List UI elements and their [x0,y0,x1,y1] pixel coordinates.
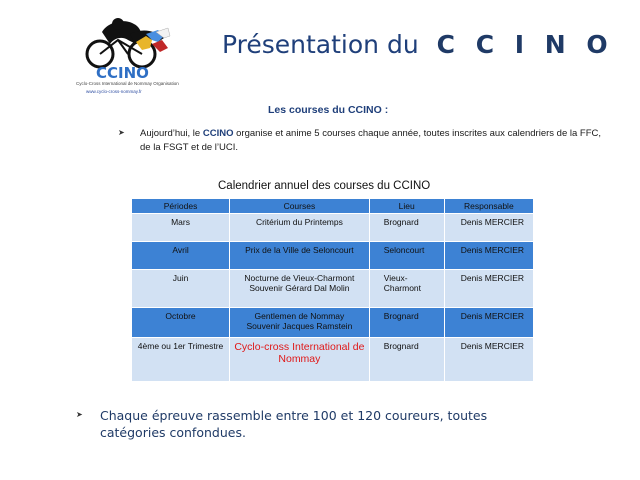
cell-course: Critérium du Printemps [230,214,370,242]
table-row [132,270,534,308]
cell-periode: Octobre [132,308,230,338]
intro-text-start: Aujourd’hui, le [140,128,203,139]
intro-paragraph [140,127,610,155]
header-lieu: Lieu [369,199,444,214]
title-prefix: Présentation du [222,30,419,59]
arrowhead-bullet-icon: ➤ [76,410,83,419]
cell-lieu: Brognard [369,338,444,382]
calendar-table [131,198,534,382]
calendar-title: Calendrier annuel des courses du CCINO [218,180,431,192]
cell-lieu: Vieux-Charmont [369,270,444,308]
course-line: Souvenir Gérard Dal Molin [249,283,350,293]
cell-responsable: Denis MERCIER [444,242,533,270]
cell-lieu: Seloncourt [369,242,444,270]
course-line: Gentlemen de Nommay [254,311,345,321]
title-brand: C C I N O [436,30,614,59]
cell-lieu: Brognard [369,308,444,338]
logo-text: CCINO [96,64,149,82]
cell-responsable: Denis MERCIER [444,308,533,338]
table-row [132,214,534,242]
cell-periode: 4ème ou 1er Trimestre [132,338,230,382]
cell-responsable: Denis MERCIER [444,270,533,308]
cell-responsable: Denis MERCIER [444,214,533,242]
header-responsable: Responsable [444,199,533,214]
cell-course: Prix de la Ville de Seloncourt [230,242,370,270]
cell-responsable: Denis MERCIER [444,338,533,382]
cell-periode: Juin [132,270,230,308]
cell-periode: Mars [132,214,230,242]
participants-paragraph: Chaque épreuve rassemble entre 100 et 120 coureurs, toutes catégories confondues. [100,408,488,440]
table-row [132,242,534,270]
intro-brand: CCINO [202,128,234,139]
page-title [222,30,614,60]
table-header-row [132,199,534,214]
course-line: Souvenir Jacques Ramstein [246,321,353,331]
cell-course [230,308,370,338]
section-subheading: Les courses du CCINO : [268,104,389,116]
logo-url: www.cyclo-cross-nommay.fr [86,89,142,94]
course-line: Nocturne de Vieux-Charmont [244,273,355,283]
header-periodes: Périodes [132,199,230,214]
cell-course-highlight: Cyclo-cross International de Nommay [230,338,370,382]
table-row [132,308,534,338]
cell-periode: Avril [132,242,230,270]
logo-tagline: Cyclo-Cross International de Nommay Organisation [76,81,179,86]
cell-course [230,270,370,308]
header-courses: Courses [230,199,370,214]
cell-lieu: Brognard [369,214,444,242]
arrowhead-bullet-icon: ➤ [118,128,125,137]
ccino-logo [72,14,184,98]
intro-text-end: organise et anime 5 courses chaque année, toutes inscrites aux calendriers de la FFC, de la FSGT et de l’UCI. [140,128,602,153]
table-row [132,338,534,382]
